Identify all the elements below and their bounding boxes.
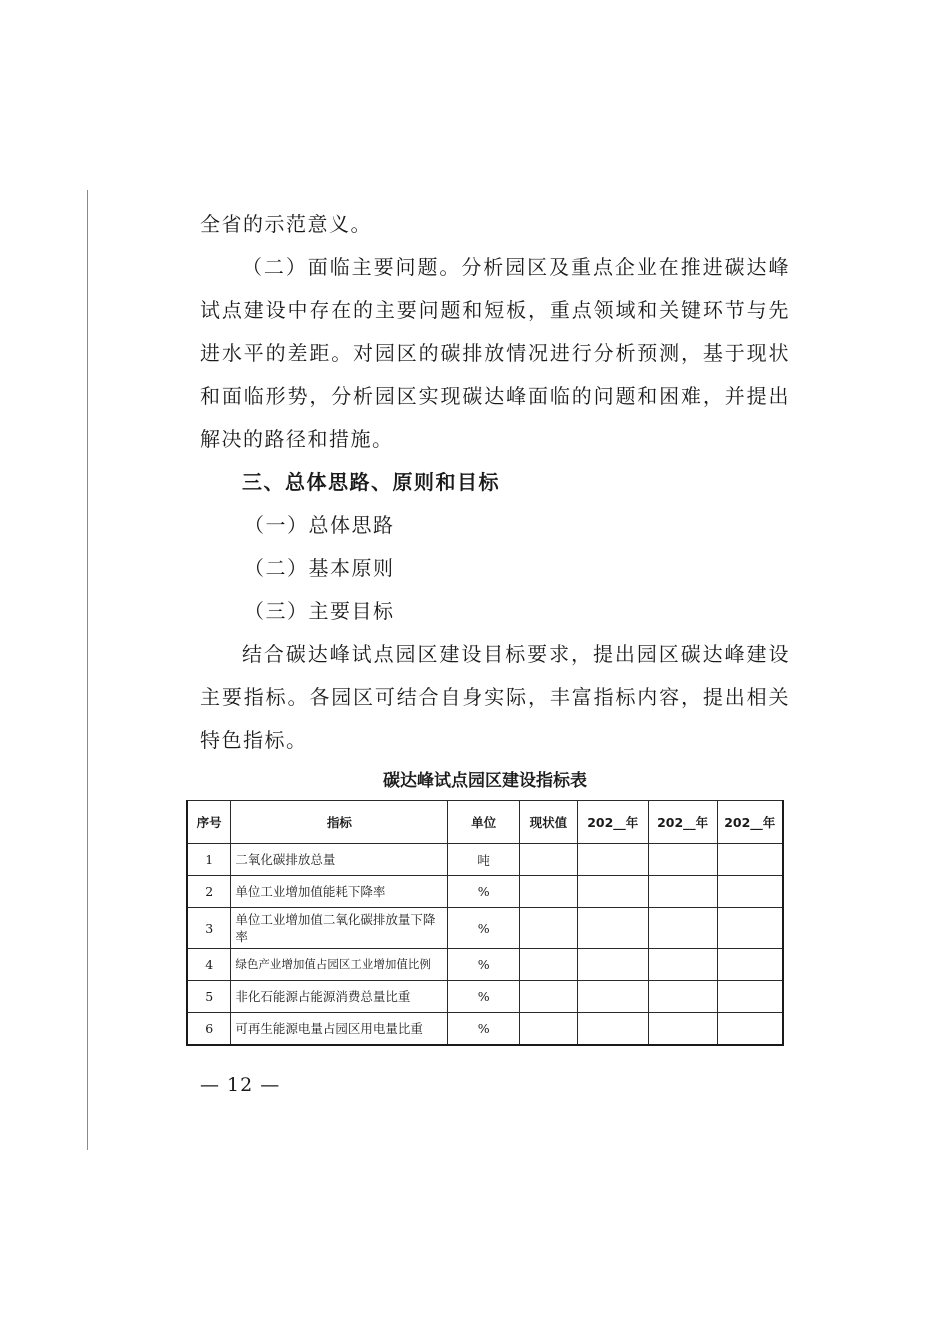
- table-row: [187, 981, 783, 1013]
- row-year-2: [648, 908, 717, 949]
- row-unit: %: [448, 949, 520, 981]
- row-indicator: 非化石能源占能源消费总量比重: [231, 981, 448, 1013]
- table-title: 碳达峰试点园区建设指标表: [383, 771, 587, 791]
- row-current-value: [520, 981, 578, 1013]
- indicator-table: [186, 800, 784, 1046]
- binding-margin-line: [87, 190, 88, 1150]
- row-indicator: 单位工业增加值二氧化碳排放量下降率: [231, 908, 448, 949]
- subheading-main-goals: （三）主要目标: [244, 599, 395, 623]
- row-serial: 4: [187, 949, 231, 981]
- row-year-1: [577, 908, 648, 949]
- row-indicator: 单位工业增加值能耗下降率: [231, 876, 448, 908]
- row-unit: %: [448, 908, 520, 949]
- paragraph-main-problems: （二）面临主要问题。分析园区及重点企业在推进碳达峰试点建设中存在的主要问题和短板，重点领域和关键环节与先进水平的差距。对园区的碳排放情况进行分析预测，基于现状和面临形势，分析园区实现碳达峰面临的问题和困难，并提出解决的路径和措施。: [200, 255, 790, 451]
- row-current-value: [520, 908, 578, 949]
- section-heading: 三、总体思路、原则和目标: [242, 470, 500, 494]
- row-year-3: [717, 949, 783, 981]
- subheading-basic-principles: （二）基本原则: [244, 556, 395, 580]
- document-body: [200, 203, 790, 762]
- row-year-1: [577, 1013, 648, 1046]
- row-year-2: [648, 876, 717, 908]
- row-year-3: [717, 876, 783, 908]
- row-year-3: [717, 981, 783, 1013]
- subheading-overall-approach: （一）总体思路: [244, 513, 395, 537]
- row-indicator: 可再生能源电量占园区用电量比重: [231, 1013, 448, 1046]
- row-serial: 3: [187, 908, 231, 949]
- header-current-value: 现状值: [520, 801, 578, 844]
- table-row: [187, 844, 783, 876]
- header-year-2: 202__年: [648, 801, 717, 844]
- row-unit: 吨: [448, 844, 520, 876]
- row-year-2: [648, 844, 717, 876]
- row-year-1: [577, 876, 648, 908]
- paragraph-continuation: 全省的示范意义。: [200, 212, 372, 236]
- table-header-row: [187, 801, 783, 844]
- row-unit: %: [448, 1013, 520, 1046]
- row-indicator: 绿色产业增加值占园区工业增加值比例: [231, 949, 448, 981]
- page-number: — 12 —: [200, 1074, 281, 1096]
- header-unit: 单位: [448, 801, 520, 844]
- paragraph-goals: 结合碳达峰试点园区建设目标要求，提出园区碳达峰建设主要指标。各园区可结合自身实际，丰富指标内容，提出相关特色指标。: [200, 642, 790, 752]
- table-row: [187, 908, 783, 949]
- row-year-3: [717, 908, 783, 949]
- row-year-2: [648, 981, 717, 1013]
- row-serial: 5: [187, 981, 231, 1013]
- row-year-3: [717, 844, 783, 876]
- table-row: [187, 1013, 783, 1046]
- row-unit: %: [448, 981, 520, 1013]
- table-row: [187, 949, 783, 981]
- row-year-1: [577, 981, 648, 1013]
- row-serial: 6: [187, 1013, 231, 1046]
- row-current-value: [520, 1013, 578, 1046]
- row-current-value: [520, 876, 578, 908]
- table-row: [187, 876, 783, 908]
- header-year-1: 202__年: [577, 801, 648, 844]
- row-current-value: [520, 844, 578, 876]
- row-serial: 2: [187, 876, 231, 908]
- header-serial: 序号: [187, 801, 231, 844]
- row-unit: %: [448, 876, 520, 908]
- row-year-1: [577, 949, 648, 981]
- header-year-3: 202__年: [717, 801, 783, 844]
- row-current-value: [520, 949, 578, 981]
- header-indicator: 指标: [231, 801, 448, 844]
- row-year-2: [648, 1013, 717, 1046]
- row-year-3: [717, 1013, 783, 1046]
- row-serial: 1: [187, 844, 231, 876]
- row-indicator: 二氧化碳排放总量: [231, 844, 448, 876]
- row-year-2: [648, 949, 717, 981]
- row-year-1: [577, 844, 648, 876]
